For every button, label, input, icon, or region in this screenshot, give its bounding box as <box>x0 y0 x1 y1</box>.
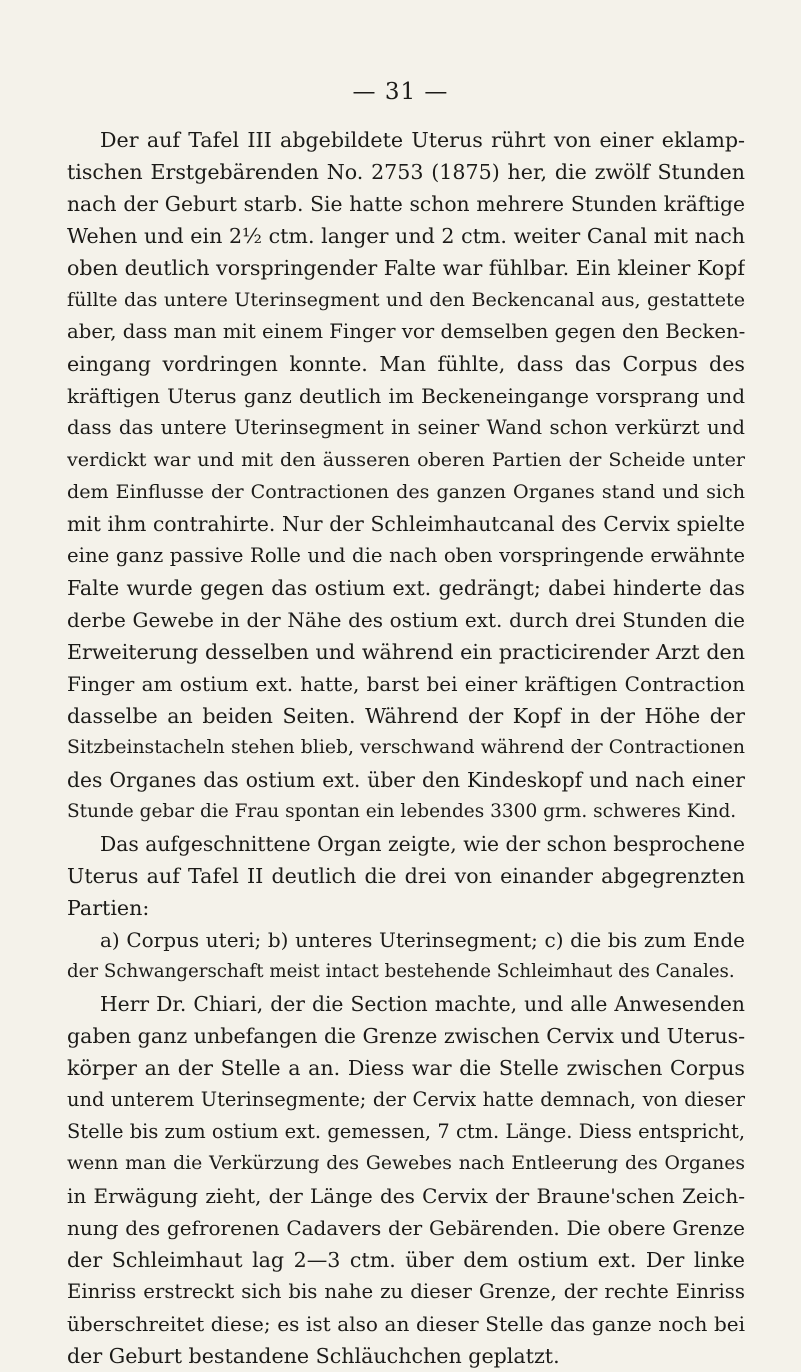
text-line: Der auf Tafel III abgebildete Uterus rührt von einer eklamp- <box>100 128 745 152</box>
text-line: wenn man die Verkürzung des Gewebes nach Entleerung des Organes <box>67 1153 745 1174</box>
text-line: nach der Geburt starb. Sie hatte schon mehrere Stunden kräftige <box>67 192 745 216</box>
text-line: gaben ganz unbefangen die Grenze zwischen Cervix und Uterus- <box>67 1024 745 1048</box>
text-line: Herr Dr. Chiari, der die Section machte, und alle Anwesenden <box>100 992 745 1016</box>
text-line: und unterem Uterinsegmente; der Cervix hatte demnach, von dieser <box>67 1088 745 1111</box>
text-line: in Erwägung zieht, der Länge des Cervix der Braune'schen Zeich- <box>67 1184 745 1208</box>
text-line: eingang vordringen konnte. Man fühlte, dass das Corpus des <box>67 352 745 376</box>
text-line: Partien: <box>67 896 150 920</box>
text-line: dem Einflusse der Contractionen des ganzen Organes stand und sich <box>67 480 745 503</box>
text-line: Sitzbeinstacheln stehen blieb, verschwand während der Contractionen <box>67 737 745 758</box>
text-line: Erweiterung desselben und während ein practicirender Arzt den <box>67 640 745 664</box>
text-line: der Geburt bestandene Schläuchchen geplatzt. <box>67 1344 560 1368</box>
text-line: Wehen und ein 2½ ctm. langer und 2 ctm. weiter Canal mit nach <box>67 224 745 248</box>
text-line: körper an der Stelle a an. Diess war die Stelle zwischen Corpus <box>67 1056 745 1080</box>
text-line: des Organes das ostium ext. über den Kindeskopf und nach einer <box>67 768 745 792</box>
text-line: eine ganz passive Rolle und die nach oben vorspringende erwähnte <box>67 544 745 567</box>
text-line: füllte das untere Uterinsegment und den Beckencanal aus, gestattete <box>67 288 745 311</box>
text-line: dasselbe an beiden Seiten. Während der Kopf in der Höhe der <box>67 704 745 728</box>
text-line: Finger am ostium ext. hatte, barst bei einer kräftigen Contraction <box>67 672 745 696</box>
text-line: aber, dass man mit einem Finger vor demselben gegen den Becken- <box>67 320 745 343</box>
text-line: derbe Gewebe in der Nähe des ostium ext. durch drei Stunden die <box>67 608 745 632</box>
text-line: der Schleimhaut lag 2—3 ctm. über dem ostium ext. Der linke <box>67 1248 745 1272</box>
text-line: Stelle bis zum ostium ext. gemessen, 7 ctm. Länge. Diess entspricht, <box>67 1120 745 1143</box>
page-number: — 31 — <box>352 79 449 105</box>
text-line: tischen Erstgebärenden No. 2753 (1875) her, die zwölf Stunden <box>67 160 745 184</box>
text-line: Einriss erstreckt sich bis nahe zu dieser Grenze, der rechte Einriss <box>67 1280 745 1303</box>
body-text <box>67 124 745 1372</box>
text-line: oben deutlich vorspringender Falte war fühlbar. Ein kleiner Kopf <box>67 256 745 280</box>
text-line: verdickt war und mit den äusseren oberen Partien der Scheide unter <box>67 448 745 471</box>
text-line: überschreitet diese; es ist also an dieser Stelle das ganze noch bei <box>67 1312 745 1336</box>
text-line: Falte wurde gegen das ostium ext. gedrängt; dabei hinderte das <box>67 576 745 600</box>
text-line: a) Corpus uteri; b) unteres Uterinsegment; c) die bis zum Ende <box>100 928 745 952</box>
text-line: dass das untere Uterinsegment in seiner Wand schon verkürzt und <box>67 416 745 439</box>
text-line: Uterus auf Tafel II deutlich die drei von einander abgegrenzten <box>67 864 745 888</box>
text-line: der Schwangerschaft meist intact bestehende Schleimhaut des Canales. <box>67 961 735 982</box>
text-line: nung des gefrorenen Cadavers der Gebärenden. Die obere Grenze <box>67 1216 745 1240</box>
text-line: kräftigen Uterus ganz deutlich im Beckeneingange vorsprang und <box>67 384 745 408</box>
text-line: Das aufgeschnittene Organ zeigte, wie der schon besprochene <box>100 832 745 856</box>
text-line: Stunde gebar die Frau spontan ein lebendes 3300 grm. schweres Kind. <box>67 801 737 822</box>
text-line: mit ihm contrahirte. Nur der Schleimhautcanal des Cervix spielte <box>67 512 745 536</box>
